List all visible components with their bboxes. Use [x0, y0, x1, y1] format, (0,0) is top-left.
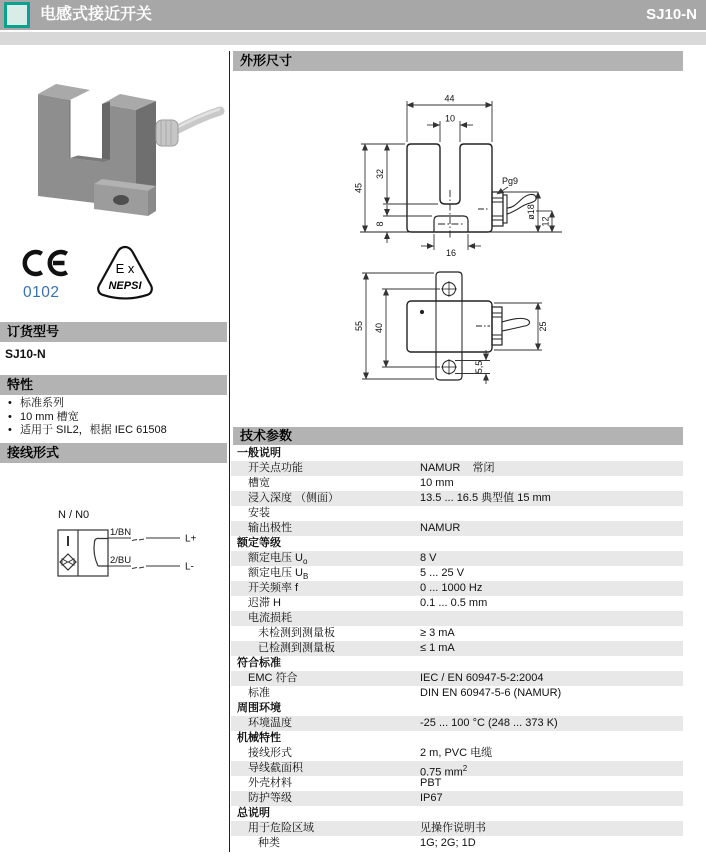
- tech-row: [231, 686, 683, 701]
- tech-row: [231, 581, 683, 596]
- tech-row-value: PBT: [420, 777, 442, 789]
- tech-row: [231, 761, 683, 779]
- dim-depth: 25: [538, 321, 548, 332]
- brand-square-icon: [4, 2, 30, 28]
- tech-row-label: 用于危险区域: [248, 822, 314, 834]
- column-divider: [229, 51, 230, 852]
- tech-row-value: IEC / EN 60947-5-2:2004: [420, 672, 544, 684]
- wiring-diagram: [28, 500, 223, 600]
- tech-group-title: 符合标准: [237, 657, 281, 669]
- tech-row-value: DIN EN 60947-5-6 (NAMUR): [420, 687, 562, 699]
- features-section-header: 特性: [0, 375, 227, 395]
- tech-row: [231, 611, 683, 626]
- feature-item: • 10 mm 槽宽: [0, 411, 227, 425]
- terminal-minus-label: L-: [185, 561, 194, 573]
- dim-tab-width: 16: [445, 248, 457, 258]
- tech-row: [231, 671, 683, 686]
- dimensions-section-header: 外形尺寸: [233, 51, 683, 71]
- nepsi-label: NEPSI: [108, 280, 142, 292]
- tech-row-label: 环境温度: [248, 717, 292, 729]
- dim-hole-dia: 5,5: [474, 360, 484, 374]
- dim-slot-width: 10: [444, 113, 456, 124]
- tech-row-value: NAMUR: [420, 522, 461, 534]
- tech-row: [231, 641, 683, 656]
- tech-row-label: 已检测到测量板: [258, 642, 335, 654]
- tech-row-label: 未检测到测量板: [258, 627, 335, 639]
- nepsi-mark: [92, 244, 158, 304]
- feature-item: • 标准系列: [0, 397, 227, 411]
- ex-label: E x: [115, 261, 135, 276]
- tech-group-title: 额定等级: [237, 537, 281, 549]
- tech-group-title: 一般说明: [237, 447, 281, 459]
- tech-row: [231, 821, 683, 836]
- tech-row-value: 8 V: [420, 552, 437, 564]
- tech-row: [231, 596, 683, 611]
- tech-row-value: 1G; 2G; 1D: [420, 837, 476, 849]
- tech-row: [231, 551, 683, 566]
- tech-group-title: 周围环境: [237, 702, 281, 714]
- tech-row-value: 0.1 ... 0.5 mm: [420, 597, 488, 609]
- connection-section-header: 接线形式: [0, 443, 227, 463]
- terminal-plus-label: L+: [185, 533, 197, 545]
- dim-cable-dia: ø18: [526, 204, 536, 220]
- tech-row-value: ≤ 1 mA: [420, 642, 455, 654]
- order-section-header: 订货型号: [0, 322, 227, 342]
- header-substrip: [0, 32, 706, 45]
- tech-row-value: 0.75 $mm^2$: [420, 764, 468, 779]
- ce-mark: [22, 248, 74, 304]
- tech-row-value: 5 ... 25 V: [420, 567, 465, 579]
- dim-hole-spacing: 40: [374, 322, 384, 334]
- tech-row-label: 浸入深度 （侧面）: [248, 492, 340, 504]
- tech-row-label: 种类: [258, 837, 280, 849]
- page-title: 电感式接近开关: [40, 6, 153, 23]
- tech-row-value: -25 ... 100 °C (248 ... 373 K): [420, 717, 558, 729]
- wiring-mode-label: N / N0: [58, 509, 90, 521]
- tech-row-value: ≥ 3 mA: [420, 627, 455, 639]
- dimension-drawing-front: [340, 88, 606, 258]
- tech-row-label: 输出极性: [248, 522, 292, 534]
- tech-row-value: 见操作说明书: [420, 822, 486, 834]
- tech-row-value: 2 m, PVC 电缆: [420, 747, 493, 759]
- dimension-drawing-top: [340, 265, 606, 389]
- tech-row-label: 槽宽: [248, 477, 270, 489]
- tech-row-label: 电流损耗: [248, 612, 292, 624]
- wire-top-label: 1/BN: [110, 527, 132, 538]
- tech-row-label: 迟滞 H: [248, 597, 281, 609]
- tech-row: [231, 746, 683, 761]
- tech-row: [231, 776, 683, 791]
- tech-group-title: 总说明: [237, 807, 270, 819]
- dim-width: 44: [444, 93, 455, 104]
- tech-row: [231, 716, 683, 731]
- tech-row-label: EMC 符合: [248, 672, 298, 684]
- dim-slot-depth: 32: [375, 168, 385, 180]
- ce-logo-icon: [25, 252, 67, 274]
- tech-row-value: 13.5 ... 16.5 典型值 15 mm: [420, 492, 551, 504]
- tech-group-title: 机械特性: [237, 732, 281, 744]
- slot-sensor-illustration: [38, 84, 220, 216]
- tech-row: [231, 476, 683, 491]
- tech-row: [231, 791, 683, 806]
- tech-row-label: 标准: [248, 687, 270, 699]
- wire-bottom-label: 2/BU: [110, 555, 132, 566]
- tech-row: [231, 836, 683, 851]
- tech-row-label: 外壳材料: [248, 777, 292, 789]
- tech-row-label: 接线形式: [248, 747, 292, 759]
- tech-row: [231, 566, 683, 581]
- tech-table: [231, 446, 683, 851]
- feature-item: • 适用于 SIL2，根据 IEC 61508: [0, 424, 227, 438]
- dim-base-height: 8: [375, 221, 385, 227]
- ce-number: 0102: [23, 284, 60, 301]
- tech-row-label: 额定电压 $U_B$: [248, 567, 309, 582]
- tech-row: [231, 491, 683, 506]
- tech-row: [231, 626, 683, 641]
- tech-row-label: 开关频率 f: [248, 582, 299, 594]
- model-number-header: SJ10-N: [646, 6, 697, 23]
- tech-row-label: 开关点功能: [248, 462, 303, 474]
- tech-row-label: 导线截面积: [248, 762, 303, 774]
- tech-row-label: 安装: [248, 507, 270, 519]
- tech-row-value: 10 mm: [420, 477, 454, 489]
- front-view-dimension-lines: [361, 101, 552, 250]
- top-view-outline: [407, 272, 529, 380]
- tech-row: [231, 506, 683, 521]
- header-bar: [0, 0, 706, 30]
- tech-row: [231, 461, 683, 476]
- tech-row-value: IP67: [420, 792, 443, 804]
- dim-height: 45: [353, 182, 364, 194]
- product-photo: [8, 58, 225, 253]
- dim-gland-label: Pg9: [502, 176, 519, 186]
- order-number: SJ10-N: [5, 347, 46, 361]
- tech-section-header: 技术参数: [233, 427, 683, 445]
- tech-row-label: 额定电压 $U_o$: [248, 552, 308, 567]
- tech-row-value: NAMUR 常闭: [420, 462, 495, 474]
- features-list: [0, 397, 227, 438]
- dim-overall: 55: [354, 320, 364, 332]
- tech-row-label: 防护等级: [248, 792, 292, 804]
- dim-offset: 12: [540, 216, 551, 227]
- tech-row: [231, 521, 683, 536]
- tech-row-value: 0 ... 1000 Hz: [420, 582, 483, 594]
